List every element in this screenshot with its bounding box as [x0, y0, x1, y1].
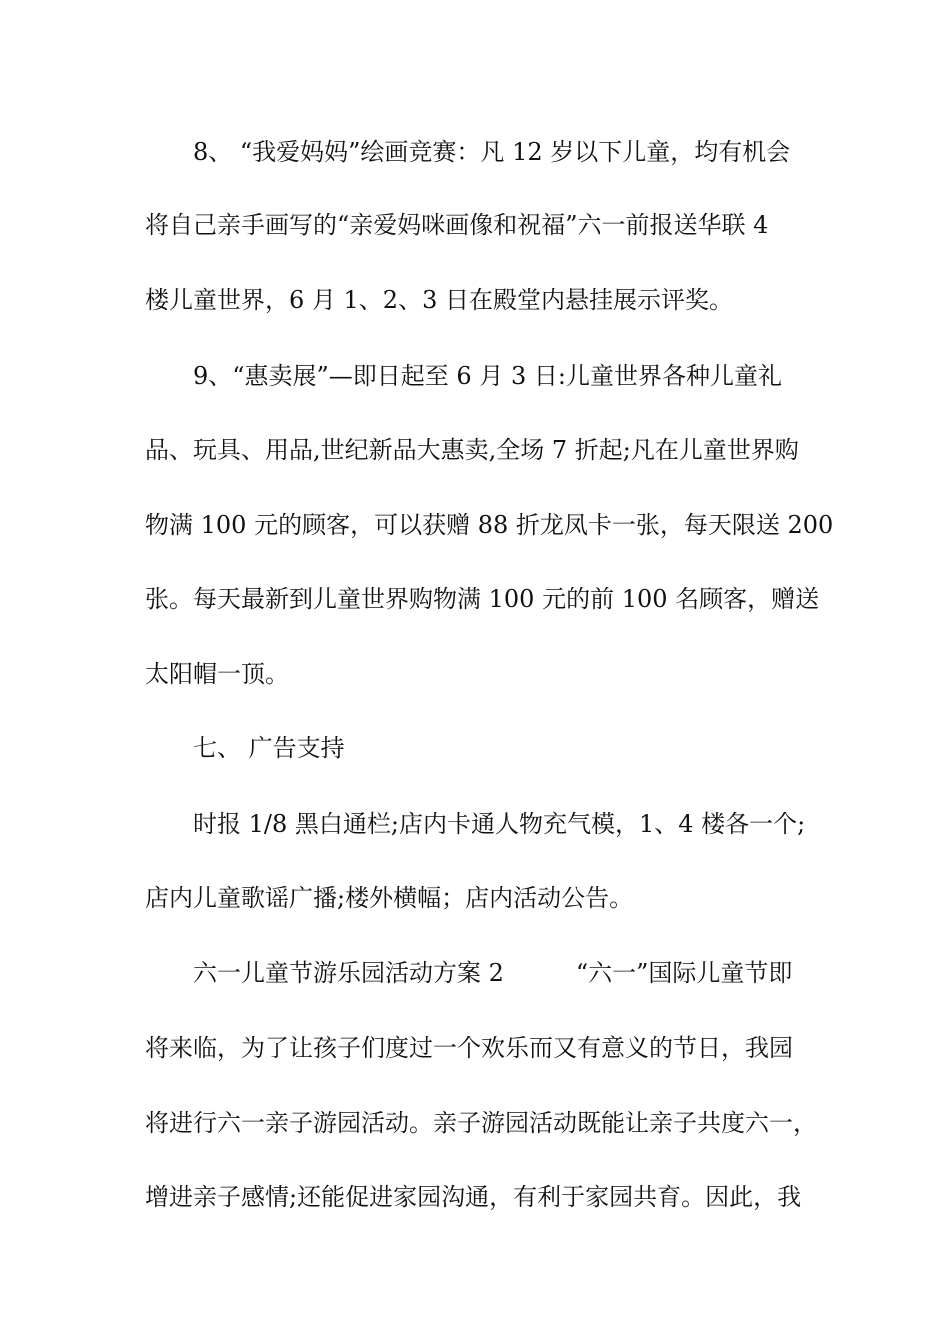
paragraph-line: 张。每天最新到儿童世界购物满 100 元的前 100 名顾客，赠送 — [145, 585, 820, 613]
paragraph-line: 将来临，为了让孩子们度过一个欢乐而又有意义的节日，我园 — [145, 1034, 793, 1062]
paragraph-line: 物满 100 元的顾客，可以获赠 88 折龙凤卡一张，每天限送 200 — [145, 511, 834, 539]
paragraph-line: 太阳帽一顶。 — [145, 660, 289, 688]
paragraph-line: 将自己亲手画写的“亲爱妈咪画像和祝福”六一前报送华联 4 — [145, 211, 769, 239]
paragraph-line: 楼儿童世界，6 月 1、2、3 日在殿堂内悬挂展示评奖。 — [145, 286, 733, 314]
paragraph-line: 增进亲子感情;还能促进家园沟通，有利于家园共育。因此，我 — [145, 1183, 802, 1211]
section-heading: 七、 广告支持 — [193, 734, 345, 762]
paragraph-line: 将进行六一亲子游园活动。亲子游园活动既能让亲子共度六一， — [145, 1109, 817, 1137]
paragraph-line: 8、 “我爱妈妈”绘画竞赛：凡 12 岁以下儿童，均有机会 — [193, 138, 791, 166]
paragraph-line: 时报 1/8 黑白通栏;店内卡通人物充气模，1、4 楼各一个; — [193, 810, 806, 838]
paragraph-line: 六一儿童节游乐园活动方案 2 “六一”国际儿童节即 — [193, 959, 793, 987]
paragraph-line: 店内儿童歌谣广播;楼外横幅；店内活动公告。 — [145, 884, 634, 912]
paragraph-line: 品、玩具、用品,世纪新品大惠卖,全场 7 折起;凡在儿童世界购 — [145, 436, 799, 464]
paragraph-line: 9、“惠卖展”—即日起至 6 月 3 日:儿童世界各种儿童礼 — [193, 362, 782, 390]
